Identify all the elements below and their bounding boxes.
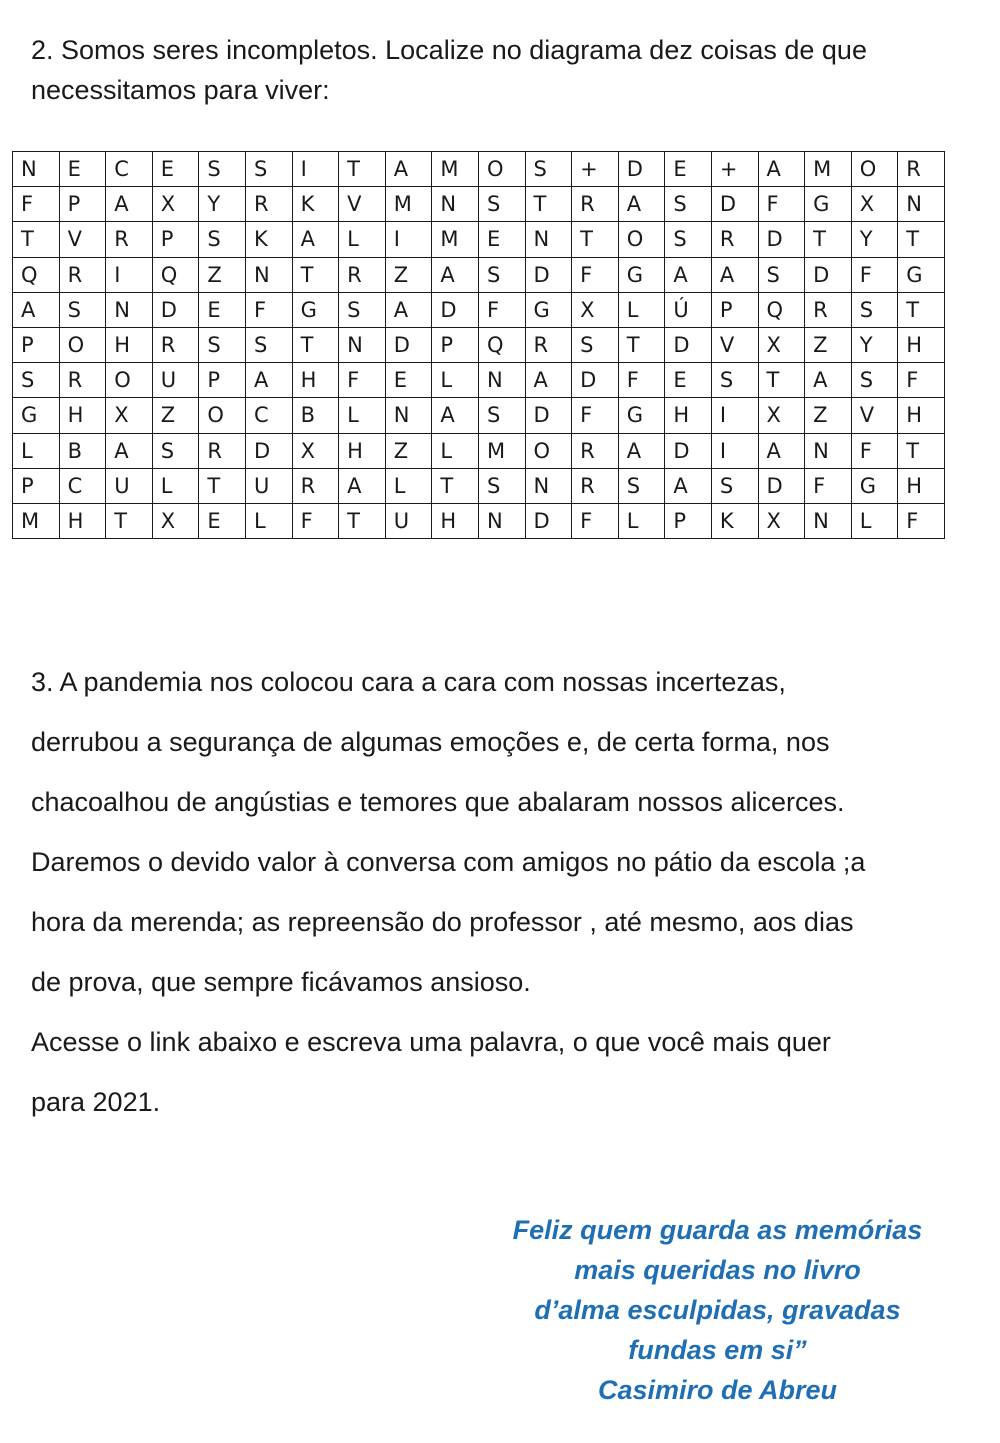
grid-cell[interactable]: A [618, 187, 665, 222]
grid-cell[interactable]: N [385, 398, 432, 433]
grid-cell[interactable]: A [525, 363, 572, 398]
grid-cell[interactable]: T [292, 257, 339, 292]
grid-cell[interactable]: A [758, 152, 805, 187]
grid-cell[interactable]: A [13, 292, 60, 327]
grid-cell[interactable]: E [59, 152, 106, 187]
grid-cell[interactable]: I [711, 398, 758, 433]
grid-cell[interactable]: A [665, 257, 712, 292]
grid-cell[interactable]: M [432, 222, 479, 257]
grid-cell[interactable]: B [292, 398, 339, 433]
grid-cell[interactable]: R [245, 187, 292, 222]
grid-row [13, 222, 945, 257]
grid-cell[interactable]: Q [758, 292, 805, 327]
grid-row [13, 433, 945, 468]
grid-cell[interactable]: S [618, 468, 665, 503]
grid-cell[interactable]: F [572, 257, 619, 292]
grid-cell[interactable]: P [665, 503, 712, 538]
grid-cell[interactable]: C [245, 398, 292, 433]
grid-cell[interactable]: + [711, 152, 758, 187]
grid-cell[interactable]: I [711, 433, 758, 468]
grid-cell[interactable]: L [618, 292, 665, 327]
quote-block [470, 1210, 965, 1410]
grid-cell[interactable]: + [572, 152, 619, 187]
grid-cell[interactable]: N [478, 363, 525, 398]
grid-cell[interactable]: P [711, 292, 758, 327]
grid-cell[interactable]: E [385, 363, 432, 398]
grid-cell[interactable]: P [59, 187, 106, 222]
grid-cell[interactable]: F [13, 187, 60, 222]
grid-cell[interactable]: V [339, 187, 386, 222]
grid-cell[interactable]: T [758, 363, 805, 398]
grid-row [13, 257, 945, 292]
grid-cell[interactable]: S [478, 468, 525, 503]
grid-cell[interactable]: D [805, 257, 852, 292]
grid-cell[interactable]: R [59, 257, 106, 292]
grid-cell[interactable]: S [199, 327, 246, 362]
grid-cell[interactable]: S [758, 257, 805, 292]
grid-cell[interactable]: Q [152, 257, 199, 292]
grid-cell[interactable]: A [711, 257, 758, 292]
grid-cell[interactable]: F [572, 398, 619, 433]
grid-cell[interactable]: F [478, 292, 525, 327]
grid-cell[interactable]: S [199, 152, 246, 187]
grid-cell[interactable]: A [432, 257, 479, 292]
grid-cell[interactable]: X [572, 292, 619, 327]
grid-cell[interactable]: A [339, 468, 386, 503]
grid-cell[interactable]: S [711, 468, 758, 503]
grid-row [13, 503, 945, 538]
grid-cell[interactable]: C [106, 152, 153, 187]
grid-cell[interactable]: E [152, 152, 199, 187]
grid-cell[interactable]: D [385, 327, 432, 362]
grid-cell[interactable]: T [339, 503, 386, 538]
grid-cell[interactable]: U [245, 468, 292, 503]
grid-cell[interactable]: T [339, 152, 386, 187]
grid-cell[interactable]: K [292, 187, 339, 222]
question-3 [31, 652, 976, 1132]
grid-cell[interactable]: L [152, 468, 199, 503]
grid-cell[interactable]: S [525, 152, 572, 187]
grid-cell[interactable]: F [339, 363, 386, 398]
grid-cell[interactable]: O [478, 152, 525, 187]
grid-cell[interactable]: D [152, 292, 199, 327]
grid-cell[interactable]: F [805, 468, 852, 503]
grid-cell[interactable]: D [758, 222, 805, 257]
grid-cell[interactable]: Z [805, 398, 852, 433]
grid-cell[interactable]: A [805, 363, 852, 398]
question-3-line: 3. A pandemia nos colocou cara a cara com nossas incertezas, [31, 667, 786, 697]
grid-cell[interactable]: Ú [665, 292, 712, 327]
grid-cell[interactable]: O [106, 363, 153, 398]
grid-cell[interactable]: V [59, 222, 106, 257]
grid-cell[interactable]: T [572, 222, 619, 257]
grid-cell[interactable]: N [805, 433, 852, 468]
grid-cell[interactable]: G [851, 468, 898, 503]
grid-cell[interactable]: Q [478, 327, 525, 362]
grid-cell[interactable]: S [478, 257, 525, 292]
grid-cell[interactable]: O [199, 398, 246, 433]
grid-cell[interactable]: Z [385, 433, 432, 468]
grid-cell[interactable]: Q [13, 257, 60, 292]
grid-cell[interactable]: V [851, 398, 898, 433]
grid-cell[interactable]: A [292, 222, 339, 257]
grid-cell[interactable]: H [898, 468, 945, 503]
grid-cell[interactable]: P [199, 363, 246, 398]
grid-cell[interactable]: X [292, 433, 339, 468]
grid-cell[interactable]: T [898, 222, 945, 257]
question-3-line: Acesse o link abaixo e escreva uma palavra, o que você mais quer [31, 1027, 831, 1057]
grid-cell[interactable]: O [851, 152, 898, 187]
grid-cell[interactable]: L [339, 222, 386, 257]
grid-cell[interactable]: F [245, 292, 292, 327]
question-3-line: chacoalhou de angústias e temores que abalaram nossos alicerces. [31, 787, 845, 817]
grid-cell[interactable]: R [572, 433, 619, 468]
grid-cell[interactable]: X [152, 187, 199, 222]
word-search-grid [12, 151, 945, 539]
grid-cell[interactable]: A [106, 187, 153, 222]
grid-cell[interactable]: H [106, 327, 153, 362]
grid-cell[interactable]: M [13, 503, 60, 538]
grid-cell[interactable]: Z [385, 257, 432, 292]
grid-cell[interactable]: D [618, 152, 665, 187]
quote-line: mais queridas no livro [574, 1255, 861, 1285]
grid-cell[interactable]: T [199, 468, 246, 503]
grid-cell[interactable]: O [618, 222, 665, 257]
grid-cell[interactable]: M [432, 152, 479, 187]
grid-cell[interactable]: Y [851, 222, 898, 257]
grid-cell[interactable]: R [572, 468, 619, 503]
grid-cell[interactable]: S [478, 398, 525, 433]
grid-cell[interactable]: F [851, 433, 898, 468]
grid-cell[interactable]: L [432, 433, 479, 468]
grid-cell[interactable]: F [572, 503, 619, 538]
grid-cell[interactable]: Z [199, 257, 246, 292]
question-3-line: de prova, que sempre ficávamos ansioso. [31, 967, 531, 997]
grid-cell[interactable]: K [711, 503, 758, 538]
grid-row [13, 152, 945, 187]
grid-cell[interactable]: A [618, 433, 665, 468]
grid-cell[interactable]: S [711, 363, 758, 398]
grid-cell[interactable]: N [245, 257, 292, 292]
grid-cell[interactable]: G [13, 398, 60, 433]
grid-cell[interactable]: H [292, 363, 339, 398]
grid-cell[interactable]: N [525, 222, 572, 257]
grid-cell[interactable]: S [851, 292, 898, 327]
grid-cell[interactable]: N [432, 187, 479, 222]
grid-cell[interactable]: D [525, 398, 572, 433]
grid-cell[interactable]: L [385, 468, 432, 503]
grid-cell[interactable]: R [106, 222, 153, 257]
grid-row [13, 187, 945, 222]
grid-cell[interactable]: E [478, 222, 525, 257]
grid-cell[interactable]: A [245, 363, 292, 398]
grid-cell[interactable]: A [432, 398, 479, 433]
grid-cell[interactable]: H [665, 398, 712, 433]
grid-cell[interactable]: L [339, 398, 386, 433]
grid-cell[interactable]: F [618, 363, 665, 398]
grid-cell[interactable]: P [13, 468, 60, 503]
grid-cell[interactable]: C [59, 468, 106, 503]
grid-cell[interactable]: N [525, 468, 572, 503]
grid-cell[interactable]: K [245, 222, 292, 257]
question-3-line: Daremos o devido valor à conversa com amigos no pátio da escola ;a [31, 847, 866, 877]
grid-cell[interactable]: S [13, 363, 60, 398]
grid-cell[interactable]: Z [152, 398, 199, 433]
grid-cell[interactable]: P [13, 327, 60, 362]
grid-cell[interactable]: T [432, 468, 479, 503]
grid-cell[interactable]: T [292, 327, 339, 362]
grid-cell[interactable]: G [898, 257, 945, 292]
grid-cell[interactable]: H [432, 503, 479, 538]
grid-cell[interactable]: D [525, 503, 572, 538]
grid-cell[interactable]: L [432, 363, 479, 398]
grid-cell[interactable]: N [106, 292, 153, 327]
grid-cell[interactable]: E [199, 292, 246, 327]
grid-cell[interactable]: D [758, 468, 805, 503]
grid-cell[interactable]: R [898, 152, 945, 187]
grid-cell[interactable]: T [898, 292, 945, 327]
grid-cell[interactable]: L [245, 503, 292, 538]
grid-cell[interactable]: R [59, 363, 106, 398]
grid-cell[interactable]: T [13, 222, 60, 257]
grid-cell[interactable]: O [59, 327, 106, 362]
grid-cell[interactable]: T [805, 222, 852, 257]
grid-cell[interactable]: M [385, 187, 432, 222]
grid-cell[interactable]: S [59, 292, 106, 327]
grid-cell[interactable]: N [898, 187, 945, 222]
grid-cell[interactable]: R [152, 327, 199, 362]
grid-cell[interactable]: S [665, 187, 712, 222]
grid-cell[interactable]: G [525, 292, 572, 327]
grid-cell[interactable]: E [665, 152, 712, 187]
grid-cell[interactable]: E [199, 503, 246, 538]
grid-cell[interactable]: X [851, 187, 898, 222]
grid-cell[interactable]: D [432, 292, 479, 327]
grid-cell[interactable]: R [525, 327, 572, 362]
grid-cell[interactable]: L [618, 503, 665, 538]
grid-cell[interactable]: R [805, 292, 852, 327]
grid-cell[interactable]: T [898, 433, 945, 468]
grid-cell[interactable]: H [59, 503, 106, 538]
quote-line: d’alma esculpidas, gravadas [534, 1295, 901, 1325]
grid-cell[interactable]: S [245, 327, 292, 362]
word-search-table [12, 151, 945, 539]
grid-cell[interactable]: S [478, 187, 525, 222]
grid-cell[interactable]: G [292, 292, 339, 327]
grid-cell[interactable]: D [665, 327, 712, 362]
grid-cell[interactable]: N [478, 503, 525, 538]
grid-cell[interactable]: N [13, 152, 60, 187]
grid-cell[interactable]: L [13, 433, 60, 468]
grid-cell[interactable]: G [618, 257, 665, 292]
grid-cell[interactable]: S [152, 433, 199, 468]
grid-cell[interactable]: A [758, 433, 805, 468]
grid-cell[interactable]: R [572, 187, 619, 222]
grid-cell[interactable]: R [199, 433, 246, 468]
grid-cell[interactable]: F [898, 503, 945, 538]
grid-cell[interactable]: L [851, 503, 898, 538]
grid-cell[interactable]: Y [851, 327, 898, 362]
grid-cell[interactable]: D [525, 257, 572, 292]
grid-cell[interactable]: I [106, 257, 153, 292]
grid-row [13, 468, 945, 503]
grid-cell[interactable]: N [805, 503, 852, 538]
grid-cell[interactable]: G [618, 398, 665, 433]
grid-cell[interactable]: Y [199, 187, 246, 222]
grid-row [13, 292, 945, 327]
grid-cell[interactable]: X [758, 398, 805, 433]
grid-cell[interactable]: R [711, 222, 758, 257]
grid-cell[interactable]: S [572, 327, 619, 362]
grid-cell[interactable]: H [59, 398, 106, 433]
grid-cell[interactable]: M [478, 433, 525, 468]
grid-cell[interactable]: T [618, 327, 665, 362]
grid-cell[interactable]: D [711, 187, 758, 222]
grid-cell[interactable]: V [711, 327, 758, 362]
question-3-line: para 2021. [31, 1087, 161, 1117]
quote-author: Casimiro de Abreu [597, 1375, 838, 1405]
grid-cell[interactable]: S [199, 222, 246, 257]
grid-cell[interactable]: X [106, 398, 153, 433]
grid-cell[interactable]: M [805, 152, 852, 187]
grid-cell[interactable]: O [525, 433, 572, 468]
grid-cell[interactable]: S [851, 363, 898, 398]
quote-line: Feliz quem guarda as memórias [512, 1215, 923, 1245]
grid-cell[interactable]: A [385, 292, 432, 327]
grid-cell[interactable]: E [665, 363, 712, 398]
grid-cell[interactable]: S [339, 292, 386, 327]
grid-row [13, 363, 945, 398]
grid-cell[interactable]: N [339, 327, 386, 362]
grid-cell[interactable]: F [851, 257, 898, 292]
grid-cell[interactable]: P [152, 222, 199, 257]
grid-cell[interactable]: H [898, 398, 945, 433]
grid-cell[interactable]: R [292, 468, 339, 503]
grid-cell[interactable]: I [292, 152, 339, 187]
grid-cell[interactable]: S [665, 222, 712, 257]
grid-cell[interactable]: T [525, 187, 572, 222]
question-3-line: hora da merenda; as repreensão do professor , até mesmo, aos dias [31, 907, 854, 937]
grid-cell[interactable]: U [152, 363, 199, 398]
grid-cell[interactable]: F [292, 503, 339, 538]
quote-line: fundas em si” [628, 1335, 807, 1365]
grid-cell[interactable]: X [758, 327, 805, 362]
grid-cell[interactable]: S [245, 152, 292, 187]
grid-cell[interactable]: X [758, 503, 805, 538]
grid-cell[interactable]: U [385, 503, 432, 538]
grid-cell[interactable]: H [339, 433, 386, 468]
grid-cell[interactable]: A [385, 152, 432, 187]
grid-cell[interactable]: Z [805, 327, 852, 362]
grid-cell[interactable]: D [572, 363, 619, 398]
grid-cell[interactable]: F [898, 363, 945, 398]
grid-cell[interactable]: A [106, 433, 153, 468]
grid-cell[interactable]: U [106, 468, 153, 503]
grid-cell[interactable]: R [339, 257, 386, 292]
grid-cell[interactable]: X [152, 503, 199, 538]
grid-cell[interactable]: P [432, 327, 479, 362]
grid-row [13, 327, 945, 362]
grid-cell[interactable]: A [665, 468, 712, 503]
grid-cell[interactable]: B [59, 433, 106, 468]
grid-cell[interactable]: G [805, 187, 852, 222]
grid-cell[interactable]: H [898, 327, 945, 362]
grid-cell[interactable]: F [758, 187, 805, 222]
question-2-text: 2. Somos seres incompletos. Localize no diagrama dez coisas de que necessitamos para viver: [31, 35, 867, 105]
grid-cell[interactable]: T [106, 503, 153, 538]
question-3-line: derrubou a segurança de algumas emoções e, de certa forma, nos [31, 727, 830, 757]
grid-cell[interactable]: D [245, 433, 292, 468]
grid-cell[interactable]: I [385, 222, 432, 257]
grid-cell[interactable]: D [665, 433, 712, 468]
grid-row [13, 398, 945, 433]
